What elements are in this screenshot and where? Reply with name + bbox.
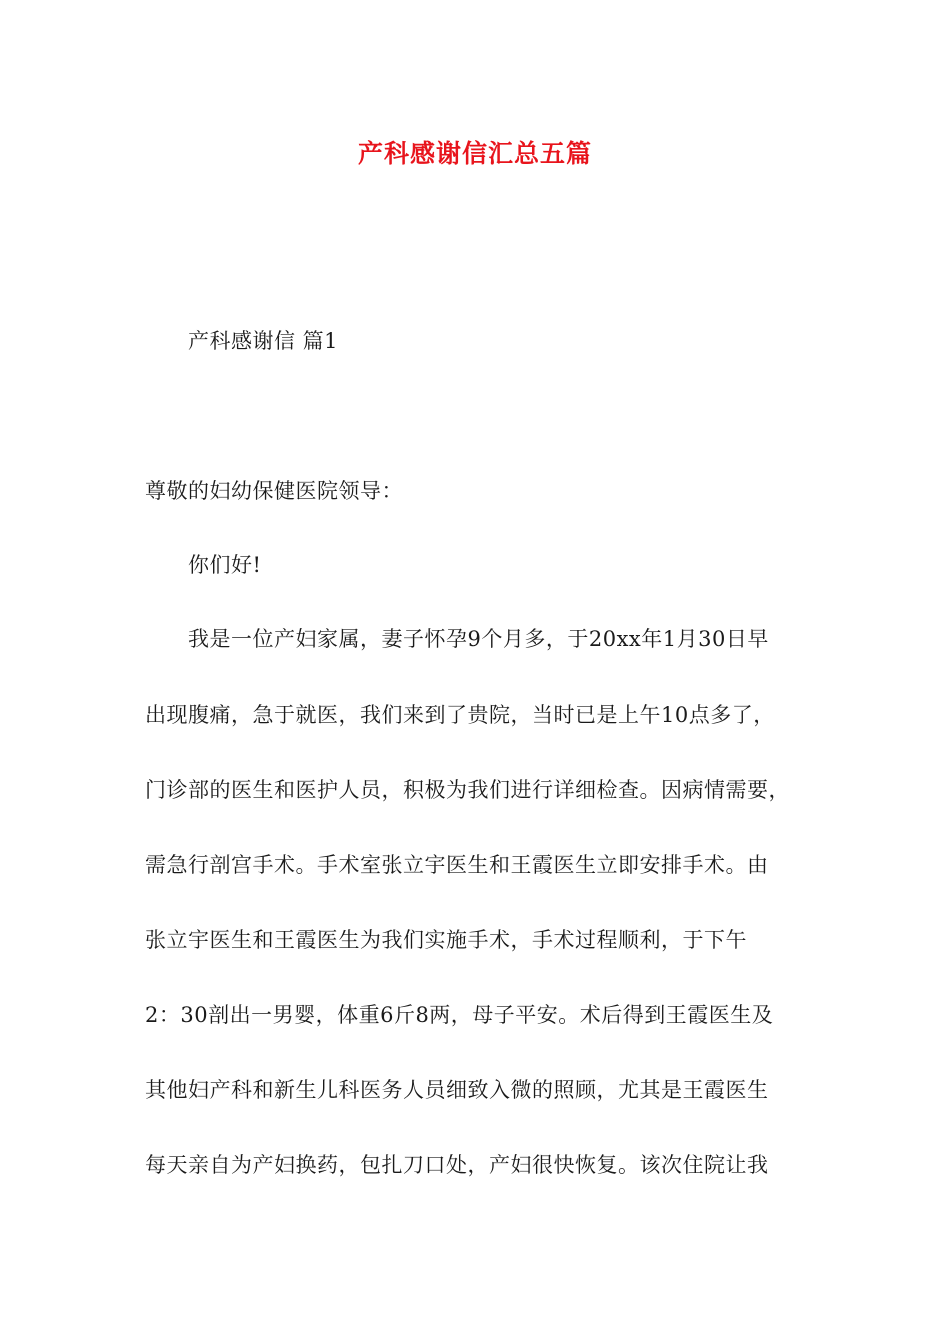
body-line: 我是一位产妇家属，妻子怀孕9个月多，于20xx年1月30日早 (188, 627, 769, 651)
document-title: 产科感谢信汇总五篇 (357, 139, 592, 168)
greeting: 你们好! (188, 553, 262, 577)
body-line: 其他妇产科和新生儿科医务人员细致入微的照顾，尤其是王霞医生 (145, 1078, 769, 1102)
salutation: 尊敬的妇幼保健医院领导： (145, 479, 403, 503)
section-heading: 产科感谢信 篇1 (188, 329, 339, 353)
body-line: 出现腹痛，急于就医，我们来到了贵院，当时已是上午10点多了， (145, 703, 775, 727)
body-line: 每天亲自为产妇换药，包扎刀口处，产妇很快恢复。该次住院让我 (145, 1153, 769, 1177)
body-line: 张立宇医生和王霞医生为我们实施手术，手术过程顺利，于下午 (145, 928, 747, 952)
body-line: 门诊部的医生和医护人员，积极为我们进行详细检查。因病情需要， (145, 778, 790, 802)
body-line: 需急行剖宫手术。手术室张立宇医生和王霞医生立即安排手术。由 (145, 853, 769, 877)
body-line: 2：30剖出一男婴，体重6斤8两，母子平安。术后得到王霞医生及 (145, 1003, 774, 1027)
